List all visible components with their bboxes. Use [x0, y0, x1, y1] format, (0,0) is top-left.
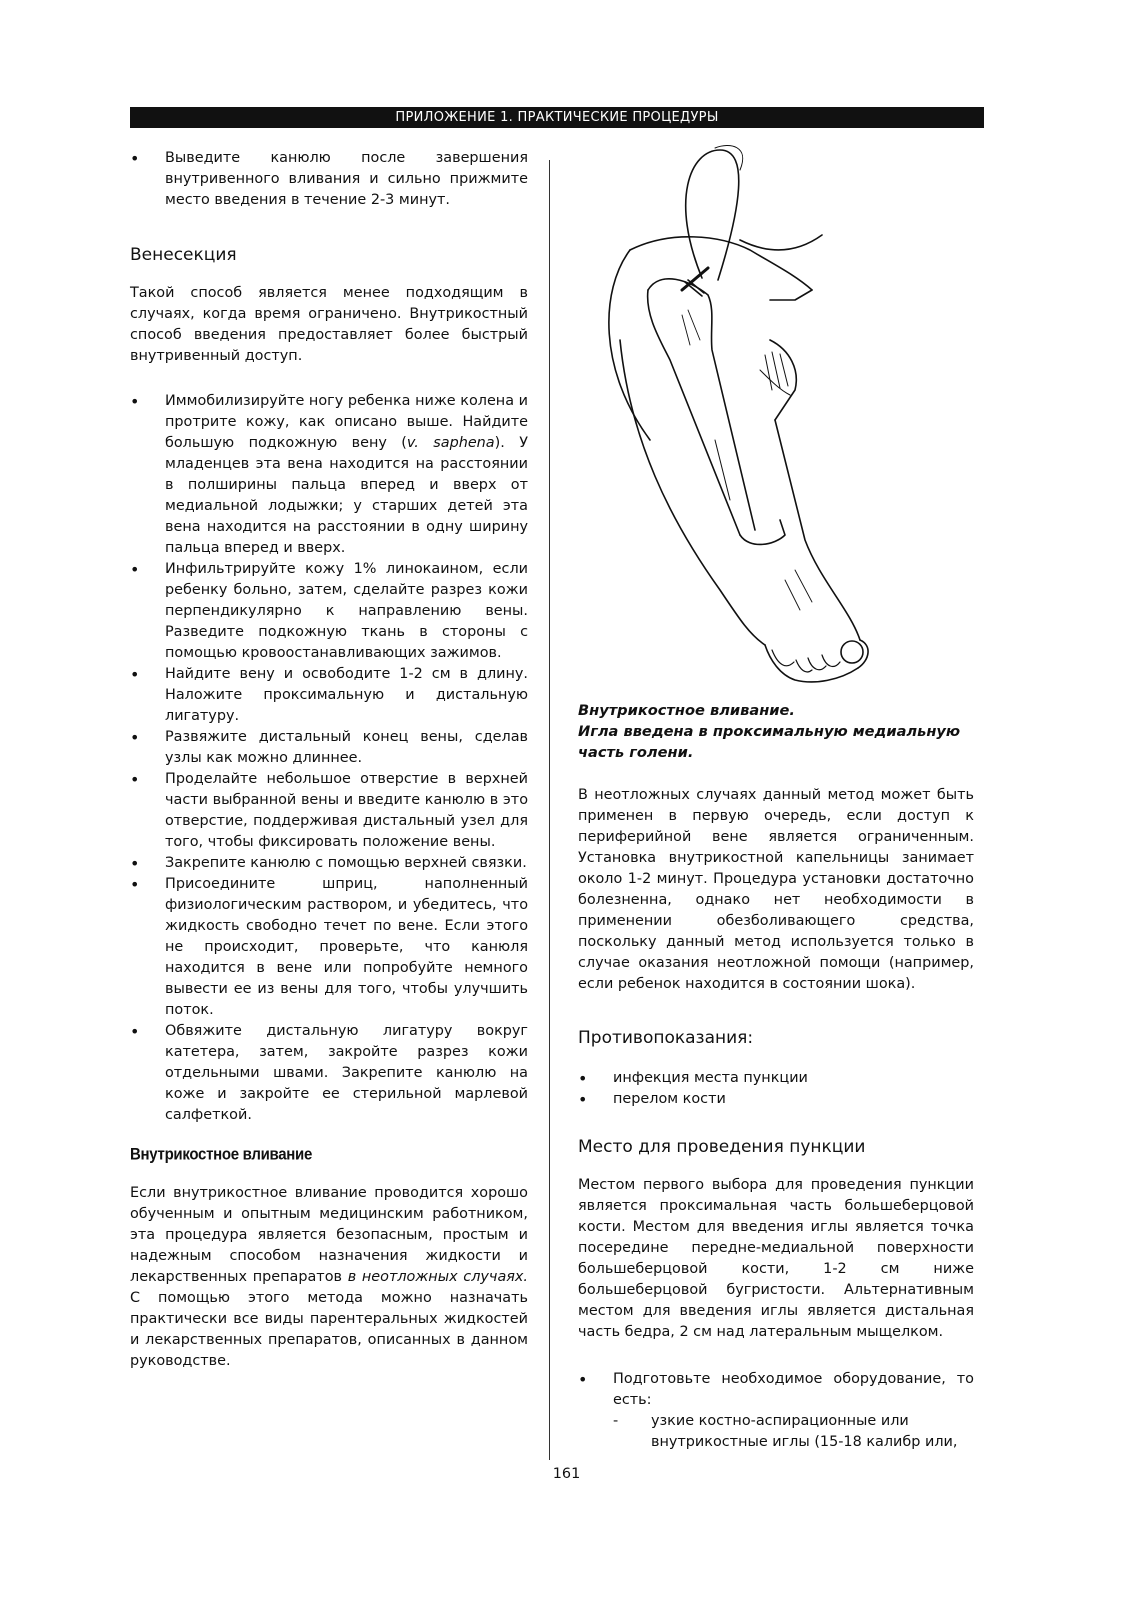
column-divider [549, 160, 550, 1460]
step-5: • Проделайте небольшое отверстие в верхней части выбранной вены и введите канюлю в это отверстие, поддерживая дистальный узел для того, чтобы фиксировать положение вены. [130, 769, 528, 853]
venesection-paragraph: Такой способ является менее подходящим в случаях, когда время ограничено. Внутрикостный способ введения предоставляет более быстрый внутривенный доступ. [130, 285, 528, 364]
equipment-item: - узкие костно-аспирационные или внутрикостные иглы (15-18 калибр или, [613, 1411, 974, 1453]
intro-bullet: • Выведите канюлю после завершения внутривенного вливания и сильно прижмите место введения в течение 2-3 минут. [130, 148, 528, 211]
step-1: • Иммобилизируйте ногу ребенка ниже колена и протрите кожу, как описано выше. Найдите большую подкожную вену (v. saphena). У младенцев эта вена находится на расстоянии в полширины пальца вперед и вверх от медиальной лодыжки; у старших детей эта вена находится на расстоянии в одну ширину пальца вперед и вверх. [130, 391, 528, 559]
leg-needle-illustration-icon [590, 140, 890, 690]
contraindication-item: • перелом кости [578, 1089, 974, 1110]
equipment-sublist [578, 1411, 974, 1453]
step-8: • Обвяжите дистальную лигатуру вокруг катетера, затем, закройте разрез кожи отдельными швами. Закрепите канюлю на коже и закройте ее стерильной марлевой салфеткой. [130, 1021, 528, 1126]
page-number: 161 [552, 1466, 581, 1482]
contraindication-item: • инфекция места пункции [578, 1068, 974, 1089]
puncture-site-paragraph: Местом первого выбора для проведения пункции является проксимальная часть большеберцовой кости. Местом для введения иглы является точка посередине передне-медиальной поверхности большеберцовой кости, 1-2 см ниже большеберцовой бугристости. Альтернативным местом для введения иглы является дистальная часть бедра, 2 см над латеральным мыщелком. [578, 1177, 974, 1340]
preparation-list [578, 1369, 974, 1411]
venesection-steps [130, 391, 528, 1126]
step-4: • Развяжите дистальный конец вены, сделав узлы как можно длиннее. [130, 727, 528, 769]
io-heading: Внутрикостное вливание [130, 1145, 313, 1164]
contraindications-heading: Противопоказания: [578, 1028, 754, 1048]
venesection-heading: Венесекция [130, 245, 237, 265]
left-column [130, 148, 528, 1372]
figure-caption [578, 700, 978, 763]
running-header: ПРИЛОЖЕНИЕ 1. ПРАКТИЧЕСКИЕ ПРОЦЕДУРЫ [130, 107, 984, 128]
right-body [578, 785, 974, 1453]
io-usage-paragraph: В неотложных случаях данный метод может быть применен в первую очередь, если доступ к периферийной вене является ограниченным. Установка внутрикостной капельницы занимает около 1-2 минут. Процедура установки достаточно болезненна, однако нет необходимости в применении обезболивающего средства, поскольку данный метод используется только в случае оказания неотложной помощи (например, если ребенок находится в состоянии шока). [578, 787, 974, 992]
step-7: • Присоедините шприц, наполненный физиологическим раствором, и убедитесь, что жидкость свободно течет по вене. Если этого не происходит, проверьте, что канюля находится в вене или попробуйте немного вывести ее из вены для того, чтобы улучшить поток. [130, 874, 528, 1021]
step-6: • Закрепите канюлю с помощью верхней связки. [130, 853, 528, 874]
caption-title: Внутрикостное вливание. [578, 702, 795, 719]
step-3: • Найдите вену и освободите 1-2 см в длину. Наложите проксимальную и дистальную лигатуру. [130, 664, 528, 727]
io-paragraph: Если внутрикостное вливание проводится хорошо обученным и опытным медицинским работником, эта процедура является безопасным, простым и надежным способом назначения жидкости и лекарственных препаратов в неотложных случаях. С помощью этого метода можно назначать практически все виды парентеральных жидкостей и лекарственных препаратов, описанных в данном руководстве. [130, 1185, 529, 1369]
intro-list [130, 148, 528, 211]
step-2: • Инфильтрируйте кожу 1% линокаином, если ребенку больно, затем, сделайте разрез кожи перпендикулярно к направлению вены. Разведите подкожную ткань в стороны с помощью кровоостанавливающих зажимов. [130, 559, 528, 664]
contraindications-list [578, 1068, 974, 1110]
caption-text: Игла введена в проксимальную медиальную часть голени. [578, 723, 961, 761]
preparation-bullet: • Подготовьте необходимое оборудование, то есть: [578, 1369, 974, 1411]
puncture-site-heading: Место для проведения пункции [578, 1137, 866, 1157]
